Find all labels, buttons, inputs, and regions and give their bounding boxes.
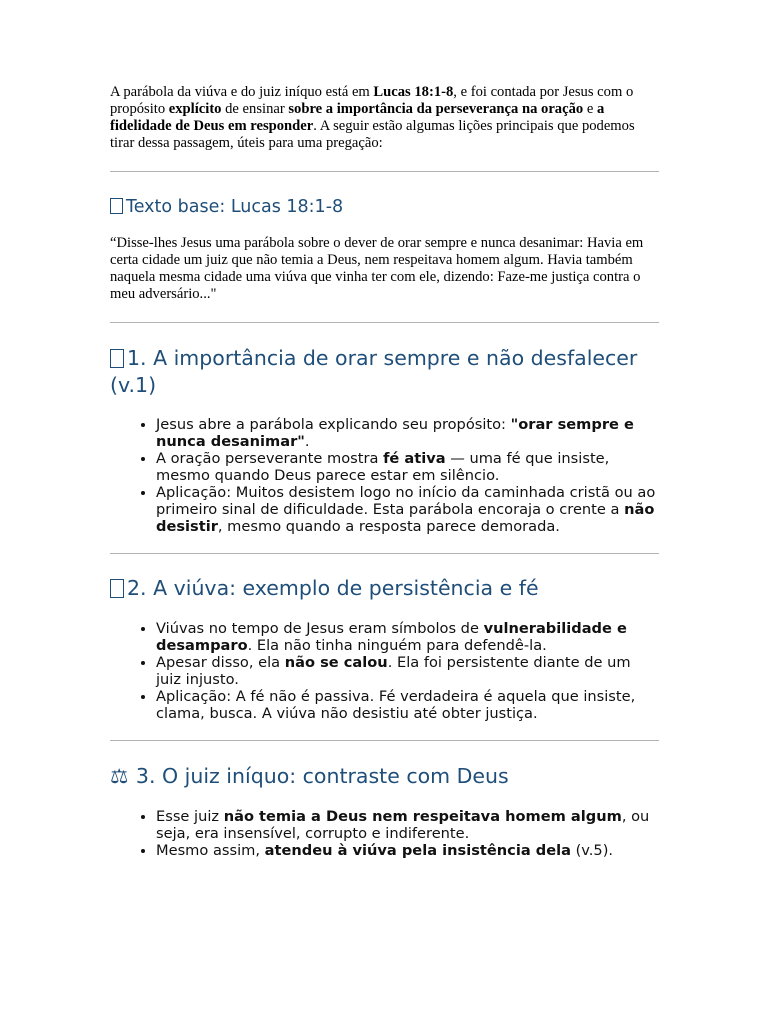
scales-icon: ⚖ bbox=[110, 764, 129, 788]
list-item: • Apesar disso, ela não se calou. Ela foi persistente diante de um juiz injusto. bbox=[156, 654, 659, 688]
divider bbox=[110, 322, 659, 323]
list-item: • Viúvas no tempo de Jesus eram símbolos de vulnerabilidade e desamparo. Ela não tinha ninguém para defendê-la. bbox=[156, 620, 659, 654]
list-item: • Jesus abre a parábola explicando seu propósito: "orar sempre e nunca desanimar". bbox=[156, 416, 659, 450]
section-1-heading: 1. A importância de orar sempre e não desfalecer (v.1) bbox=[110, 346, 638, 397]
list-item: • Mesmo assim, atendeu à viúva pela insistência dela (v.5). bbox=[156, 842, 659, 859]
section-2-list bbox=[110, 620, 659, 722]
section-2-heading: 2. A viúva: exemplo de persistência e fé bbox=[110, 575, 659, 602]
section-3-heading: ⚖ 3. O juiz iníquo: contraste com Deus bbox=[110, 764, 509, 788]
divider bbox=[110, 553, 659, 554]
list-item: • Aplicação: Muitos desistem logo no início da caminhada cristã ou ao primeiro sinal de dificuldade. Esta parábola encoraja o crente a não desistir, mesmo quando a resposta parece demorada. bbox=[156, 484, 659, 535]
book-icon bbox=[110, 198, 123, 214]
widow-icon bbox=[110, 579, 124, 598]
divider bbox=[110, 171, 659, 172]
section-3-list bbox=[110, 808, 659, 859]
section-1-list bbox=[110, 416, 659, 535]
divider bbox=[110, 740, 659, 741]
base-text-quote: “Disse-lhes Jesus uma parábola sobre o dever de orar sempre e nunca desanimar: Havia em certa cidade um juiz que não temia a Deus, nem respeitava homem algum. Havia também naquela mesma cidade uma viúva que vinha ter com ele, dizendo: Faze-me justiça contra o meu adversário..." bbox=[110, 235, 644, 302]
list-item: • Esse juiz não temia a Deus nem respeitava homem algum, ou seja, era insensível, corrupto e indiferente. bbox=[156, 808, 659, 842]
list-item: • Aplicação: A fé não é passiva. Fé verdadeira é aquela que insiste, clama, busca. A viúva não desistiu até obter justiça. bbox=[156, 688, 659, 722]
base-text-heading: Texto base: Lucas 18:1-8 bbox=[110, 196, 659, 218]
document-page bbox=[110, 84, 659, 859]
list-item: • A oração perseverante mostra fé ativa — uma fé que insiste, mesmo quando Deus parece estar em silêncio. bbox=[156, 450, 659, 484]
prayer-icon bbox=[110, 349, 124, 368]
intro-paragraph: A parábola da viúva e do juiz iníquo está em Lucas 18:1-8, e foi contada por Jesus com o propósito explícito de ensinar sobre a importância da perseverança na oração e a fidelidade de Deus em responder. A seguir estão algumas lições principais que podemos tirar dessa passagem, úteis para uma pregação: bbox=[110, 84, 635, 151]
